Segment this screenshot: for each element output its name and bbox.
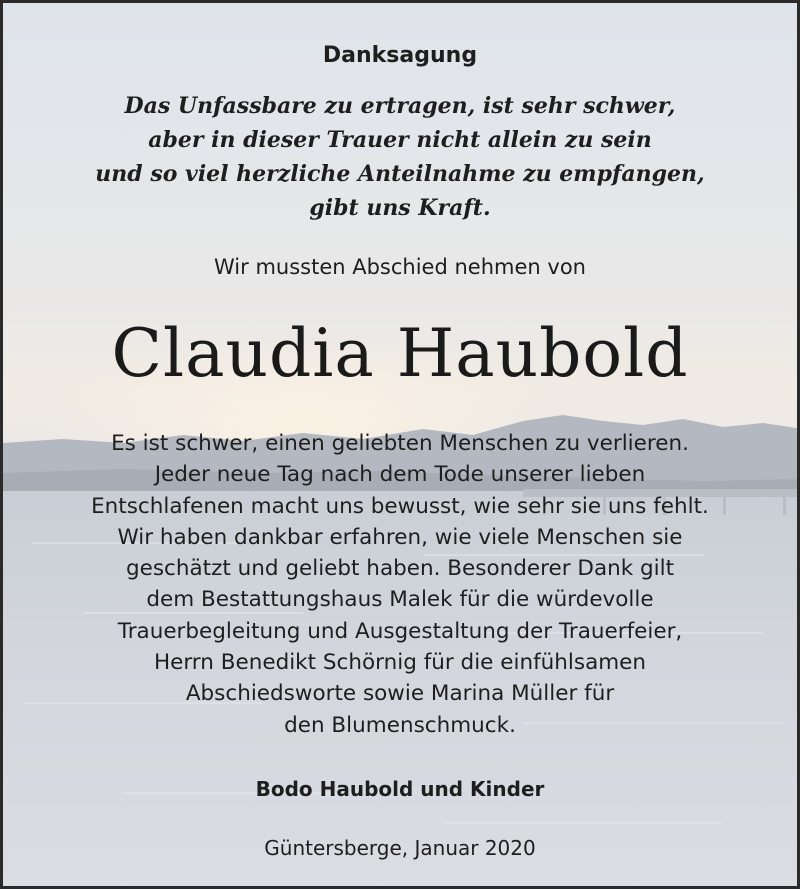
message-line: dem Bestattungshaus Malek für die würdevolle: [146, 587, 654, 613]
message-line: Entschlafenen macht uns bewusst, wie sehr sie uns fehlt.: [91, 493, 709, 519]
message-line: Es ist schwer, einen geliebten Menschen zu verlieren.: [111, 431, 689, 456]
message-line: Trauerbegleitung und Ausgestaltung der Trauerfeier,: [117, 618, 683, 644]
message-line: Jeder neue Tag nach dem Tode unserer lieben: [154, 462, 646, 488]
place-and-date: Güntersberge, Januar 2020: [264, 836, 536, 860]
motto-verse: [3, 89, 797, 225]
motto-line: und so viel herzliche Anteilnahme zu empfangen,: [95, 161, 705, 187]
mourners-signature: Bodo Haubold und Kinder: [255, 777, 545, 801]
thanks-message: [3, 428, 797, 741]
deceased-name: Claudia Haubold: [111, 315, 689, 392]
message-line: den Blumenschmuck.: [284, 712, 516, 738]
message-line: Wir haben dankbar erfahren, wie viele Menschen sie: [117, 524, 683, 550]
motto-line: Das Unfassbare zu ertragen, ist sehr schwer,: [124, 93, 676, 119]
message-line: geschätzt und geliebt haben. Besonderer Dank gilt: [125, 556, 675, 582]
motto-line: aber in dieser Trauer nicht allein zu sein: [148, 127, 652, 153]
farewell-intro: Wir mussten Abschied nehmen von: [214, 255, 586, 279]
message-line: Herrn Benedikt Schörnig für die einfühlsamen: [153, 650, 647, 676]
notice-heading: Danksagung: [322, 43, 478, 68]
message-line: Abschiedsworte sowie Marina Müller für: [185, 681, 615, 707]
motto-line: gibt uns Kraft.: [309, 195, 491, 221]
